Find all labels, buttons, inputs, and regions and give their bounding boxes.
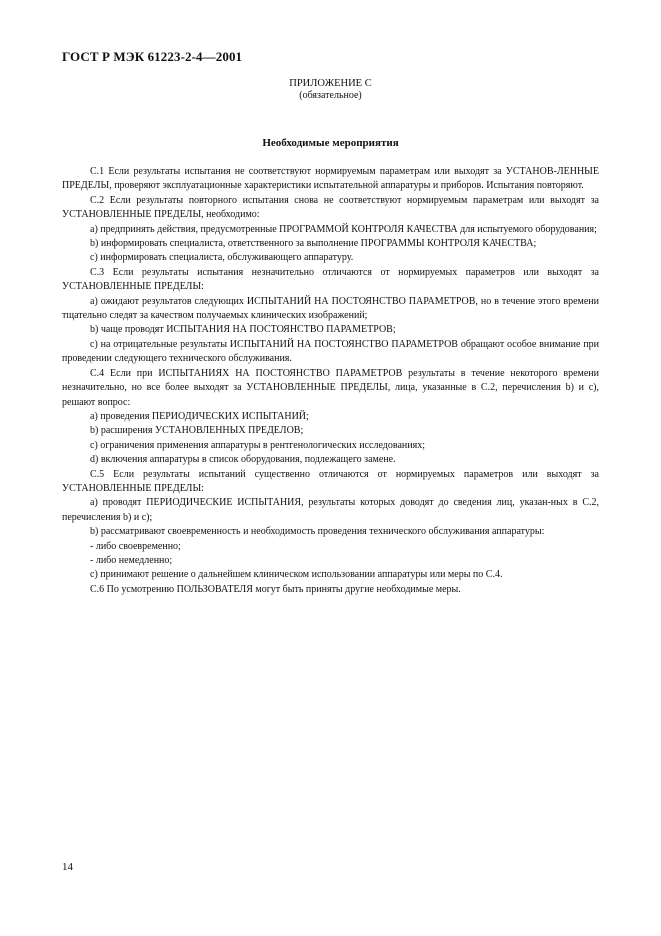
list-item-c5-b-dash-1: - либо своевременно; (90, 540, 181, 552)
appendix-heading (0, 78, 661, 102)
document-header: ГОСТ Р МЭК 61223-2-4—2001 (62, 49, 243, 64)
paragraph-c2: С.2 Если результаты повторного испытания снова не соответствуют нормируемым параметрам или выходят за УСТАНОВЛЕННЫЕ ПРЕДЕЛЫ, необходимо: (62, 194, 599, 221)
page-number: 14 (62, 861, 73, 873)
section-title: Необходимые мероприятия (262, 137, 399, 149)
list-item-c3-a: a) ожидают результатов следующих ИСПЫТАНИЙ НА ПОСТОЯНСТВО ПАРАМЕТРОВ, но в течение этого времени тщательно следят за качеством получаемых клинических изображений; (62, 295, 599, 322)
paragraph-c3: С.3 Если результаты испытания незначительно отличаются от нормируемых параметров или выходят за УСТАНОВЛЕННЫЕ ПРЕДЕЛЫ: (62, 266, 599, 293)
list-item-c4-c: c) ограничения применения аппаратуры в рентгенологических исследованиях; (90, 439, 425, 451)
paragraph-c6: С.6 По усмотрению ПОЛЬЗОВАТЕЛЯ могут быть приняты другие необходимые меры. (90, 583, 461, 595)
list-item-c2-b: b) информировать специалиста, ответственного за выполнение ПРОГРАММЫ КОНТРОЛЯ КАЧЕСТВА; (90, 238, 537, 250)
list-item-c5-c: c) принимают решение о дальнейшем клиническом использовании аппаратуры или меры по С.4. (90, 569, 503, 581)
list-item-c4-d: d) включения аппаратуры в список оборудования, подлежащего замене. (90, 454, 396, 466)
paragraph-c5: С.5 Если результаты испытаний существенно отличаются от нормируемых параметров или выходят за УСТАНОВЛЕННЫЕ ПРЕДЕЛЫ: (62, 468, 599, 494)
appendix-title: ПРИЛОЖЕНИЕ С (289, 78, 372, 89)
paragraph-c1: С.1 Если результаты испытания не соответствуют нормируемым параметрам или выходят за УСТАНОВ-ЛЕННЫЕ ПРЕДЕЛЫ, проверяют эксплуатационные характеристики испытательной аппаратуры и приборов. Испытания повторяют. (62, 166, 599, 192)
list-item-c2-a: a) предпринять действия, предусмотренные ПРОГРАММОЙ КОНТРОЛЯ КАЧЕСТВА для испытуемого оборудования; (90, 223, 597, 235)
list-item-c5-a: a) проводят ПЕРИОДИЧЕСКИЕ ИСПЫТАНИЯ, результаты которых доводят до сведения лиц, указан-ных в С.2, перечисления b) и c); (62, 497, 599, 523)
list-item-c3-c: c) на отрицательные результаты ИСПЫТАНИЙ НА ПОСТОЯНСТВО ПАРАМЕТРОВ обращают особое внимание при проведении следующего технического обслуживания. (62, 338, 599, 365)
list-item-c2-c: c) информировать специалиста, обслуживающего аппаратуру. (90, 252, 354, 264)
document-body (62, 165, 599, 597)
list-item-c4-b: b) расширения УСТАНОВЛЕННЫХ ПРЕДЕЛОВ; (90, 425, 304, 437)
paragraph-c4: С.4 Если при ИСПЫТАНИЯХ НА ПОСТОЯНСТВО ПАРАМЕТРОВ результаты в течение некоторого времени незначительно, но все более выходят за УСТАНОВЛЕННЫЕ ПРЕДЕЛЫ, лица, указанные в С.2, перечисления b) и c), решают вопрос: (62, 367, 599, 408)
list-item-c3-b: b) чаще проводят ИСПЫТАНИЯ НА ПОСТОЯНСТВО ПАРАМЕТРОВ; (90, 324, 396, 336)
list-item-c5-b: b) рассматривают своевременность и необходимость проведения технического обслуживания аппаратуры: (90, 526, 545, 538)
list-item-c5-b-dash-2: - либо немедленно; (90, 554, 173, 566)
list-item-c4-a: a) проведения ПЕРИОДИЧЕСКИХ ИСПЫТАНИЙ; (90, 410, 309, 422)
appendix-status: (обязательное) (299, 90, 362, 101)
